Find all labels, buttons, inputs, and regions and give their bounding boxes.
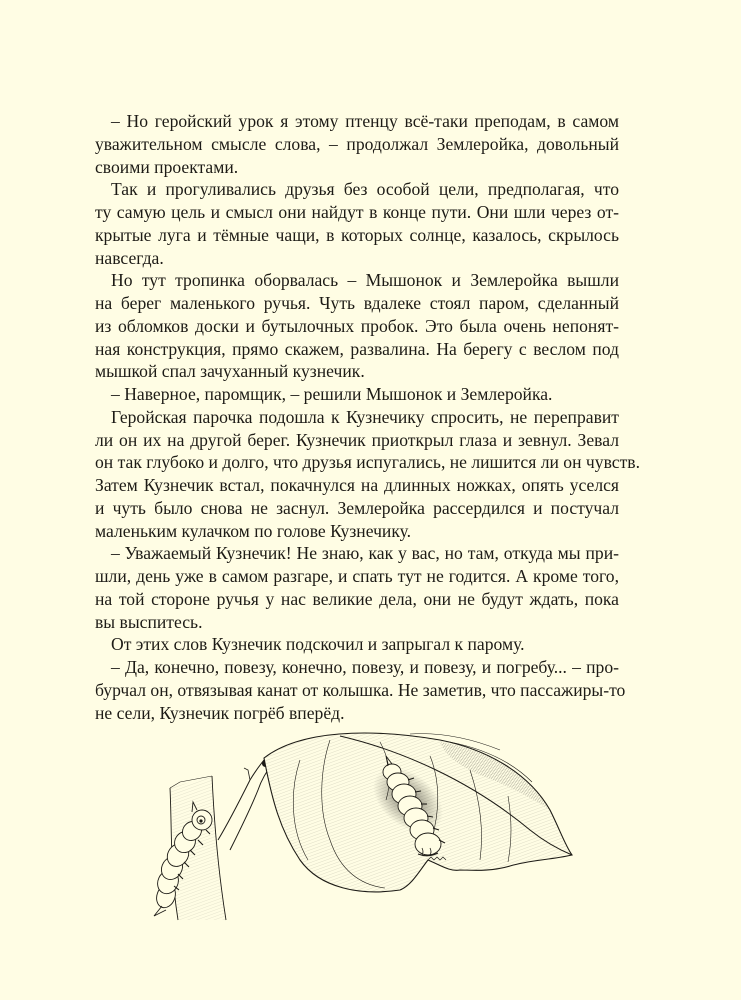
paragraph xyxy=(95,656,626,724)
paragraph xyxy=(95,110,619,178)
text-line: бурчал он, отвязывая канат от колышка. Не заметив, что пассажиры-то xyxy=(95,679,626,700)
paragraph xyxy=(95,633,619,656)
text-line: – Да, конечно, повезу, конечно, повезу, и повезу, и погребу... – про- xyxy=(111,657,619,677)
text-line: своими проектами. xyxy=(95,156,239,177)
text-line: Но тут тропинка оборвалась – Мышонок и Землеройка вышли xyxy=(111,270,619,291)
text-line: уважительном смысле слова, – продолжал Землеройка, довольный xyxy=(95,133,619,154)
text-line: и чуть было снова не заснул. Землеройка рассердился и постучал xyxy=(95,497,619,518)
text-line: шли, день уже в самом разгаре, и спать тут не годится. А кроме того, xyxy=(95,566,619,586)
paragraph xyxy=(95,269,619,383)
text-line: Геройская парочка подошла к Кузнечику спросить, не переправит xyxy=(111,406,619,427)
text-line: не сели, Кузнечик погрёб вперёд. xyxy=(95,702,345,723)
text-line: Затем Кузнечик встал, покачнулся на длинных ножках, опять уселся xyxy=(95,475,619,495)
text-line: из обломков доски и бутылочных пробок. Это была очень непонят- xyxy=(95,315,619,336)
text-line: Так и прогуливались друзья без особой цели, предполагая, что xyxy=(111,179,619,200)
paragraph xyxy=(95,178,619,269)
text-line: на той стороне ручья у нас великие дела, они не будут ждать, пока xyxy=(95,588,619,609)
paragraph xyxy=(95,406,640,543)
text-line: вы выспитесь. xyxy=(95,611,203,632)
text-line: он так глубоко и долго, что друзья испугались, не лишится ли он чувств. xyxy=(95,452,640,473)
text-line: – Уважаемый Кузнечик! Не знаю, как у вас, но там, откуда мы при- xyxy=(111,543,619,564)
text-line: ту самую цель и смысл они найдут в конце пути. Они шли через от- xyxy=(95,202,619,222)
text-line: От этих слов Кузнечик подскочил и запрыгал к парому. xyxy=(111,634,525,655)
text-line: – Наверное, паромщик, – решили Мышонок и Землеройка. xyxy=(111,384,553,404)
text-line: мышкой спал зачуханный кузнечик. xyxy=(95,361,365,382)
paragraph xyxy=(95,542,619,633)
text-line: на берег маленького ручья. Чуть вдалеке стоял паром, сделанный xyxy=(95,293,619,313)
caterpillars-on-leaf-illustration xyxy=(140,720,620,940)
text-line: ли он их на другой берег. Кузнечик приоткрыл глаза и зевнул. Зевал xyxy=(95,429,619,450)
text-line: ная конструкция, прямо скажем, развалина. На берегу с веслом под xyxy=(95,338,619,359)
paragraph xyxy=(95,383,619,406)
text-line: крытые луга и тёмные чащи, в которых солнце, казалось, скрылось xyxy=(95,224,619,245)
text-line: навсегда. xyxy=(95,247,164,268)
body-text xyxy=(95,110,640,724)
text-line: маленьким кулачком по голове Кузнечику. xyxy=(95,520,412,541)
text-line: – Но геройский урок я этому птенцу всё-таки преподам, в самом xyxy=(111,111,619,131)
